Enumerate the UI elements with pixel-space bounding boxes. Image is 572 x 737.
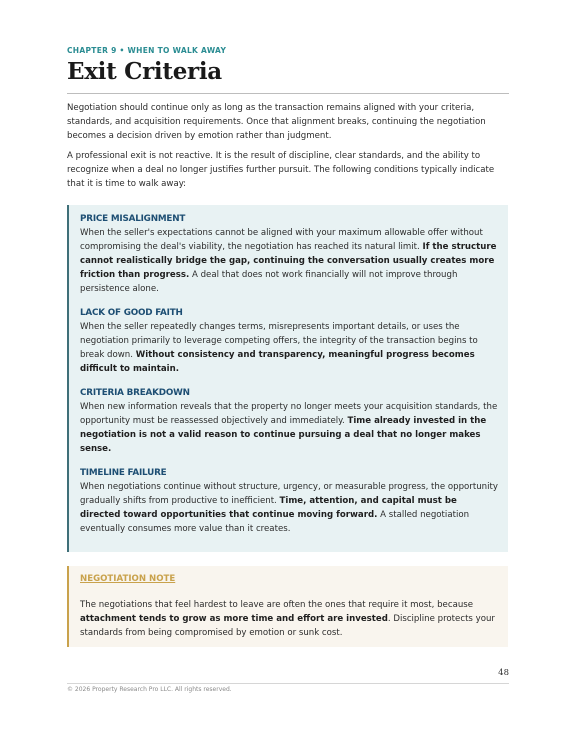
- criteria-callout: [67, 205, 508, 552]
- criterion-text: When negotiations continue without structure, urgency, or measurable progress, the opportunity gradually shifts from productive to inefficient. Time, attention, and capital must be directed toward opportunities that continue moving forward. A stalled negotiation eventually consumes more value than it creates.: [80, 482, 498, 534]
- criterion-lack-of-good-faith: [80, 307, 498, 376]
- page-title: Exit Criteria: [67, 58, 222, 85]
- criterion-heading: TIMELINE FAILURE: [80, 468, 167, 478]
- criterion-timeline-failure: [80, 467, 498, 536]
- criterion-text: When new information reveals that the property no longer meets your acquisition standards, the opportunity must be reassessed objectively and immediately. Time already invested in the negotiation is not a valid reason to continue pursuing a deal that no longer makes sense.: [80, 402, 498, 454]
- criterion-heading: LACK OF GOOD FAITH: [80, 308, 183, 318]
- note-text: The negotiations that feel hardest to leave are often the ones that require it most, because attachment tends to grow as more time and effort are invested. Discipline protects your standards from being compromised by emotion or sunk cost.: [80, 600, 495, 638]
- note-heading: NEGOTIATION NOTE: [80, 574, 176, 584]
- criterion-text: When the seller repeatedly changes terms, misrepresents important details, or uses the negotiation primarily to leverage competing offers, the integrity of the transaction begins to break down. Without consistency and transparency, meaningful progress becomes difficult to maintain.: [80, 322, 478, 374]
- copyright-footer: © 2026 Property Research Pro LLC. All rights reserved.: [67, 686, 232, 693]
- criterion-heading: CRITERIA BREAKDOWN: [80, 388, 190, 398]
- intro-paragraph-2: A professional exit is not reactive. It is the result of discipline, clear standards, and the ability to recognize when a deal no longer justifies further pursuit. The following conditions typically indicate that it is time to walk away:: [67, 151, 495, 189]
- title-divider: [67, 93, 509, 94]
- intro-paragraph-1: Negotiation should continue only as long as the transaction remains aligned with your criteria, standards, and acquisition requirements. Once that alignment breaks, continuing the negotiation becomes a decision driven by emotion rather than judgment.: [67, 103, 486, 141]
- criterion-text: When the seller's expectations cannot be aligned with your maximum allowable offer without compromising the deal's viability, the negotiation has reached its natural limit. If the structure cannot realistically bridge the gap, continuing the conversation usually creates more friction than progress. A deal that does not work financially will not improve through persistence alone.: [80, 228, 497, 294]
- criterion-heading: PRICE MISALIGNMENT: [80, 214, 186, 224]
- negotiation-note-callout: [67, 566, 508, 647]
- criterion-criteria-breakdown: [80, 387, 498, 456]
- page-number: 48: [498, 668, 509, 678]
- footer-divider: [67, 683, 509, 684]
- chapter-label: CHAPTER 9 • WHEN TO WALK AWAY: [67, 46, 227, 55]
- criterion-price-misalignment: [80, 213, 498, 296]
